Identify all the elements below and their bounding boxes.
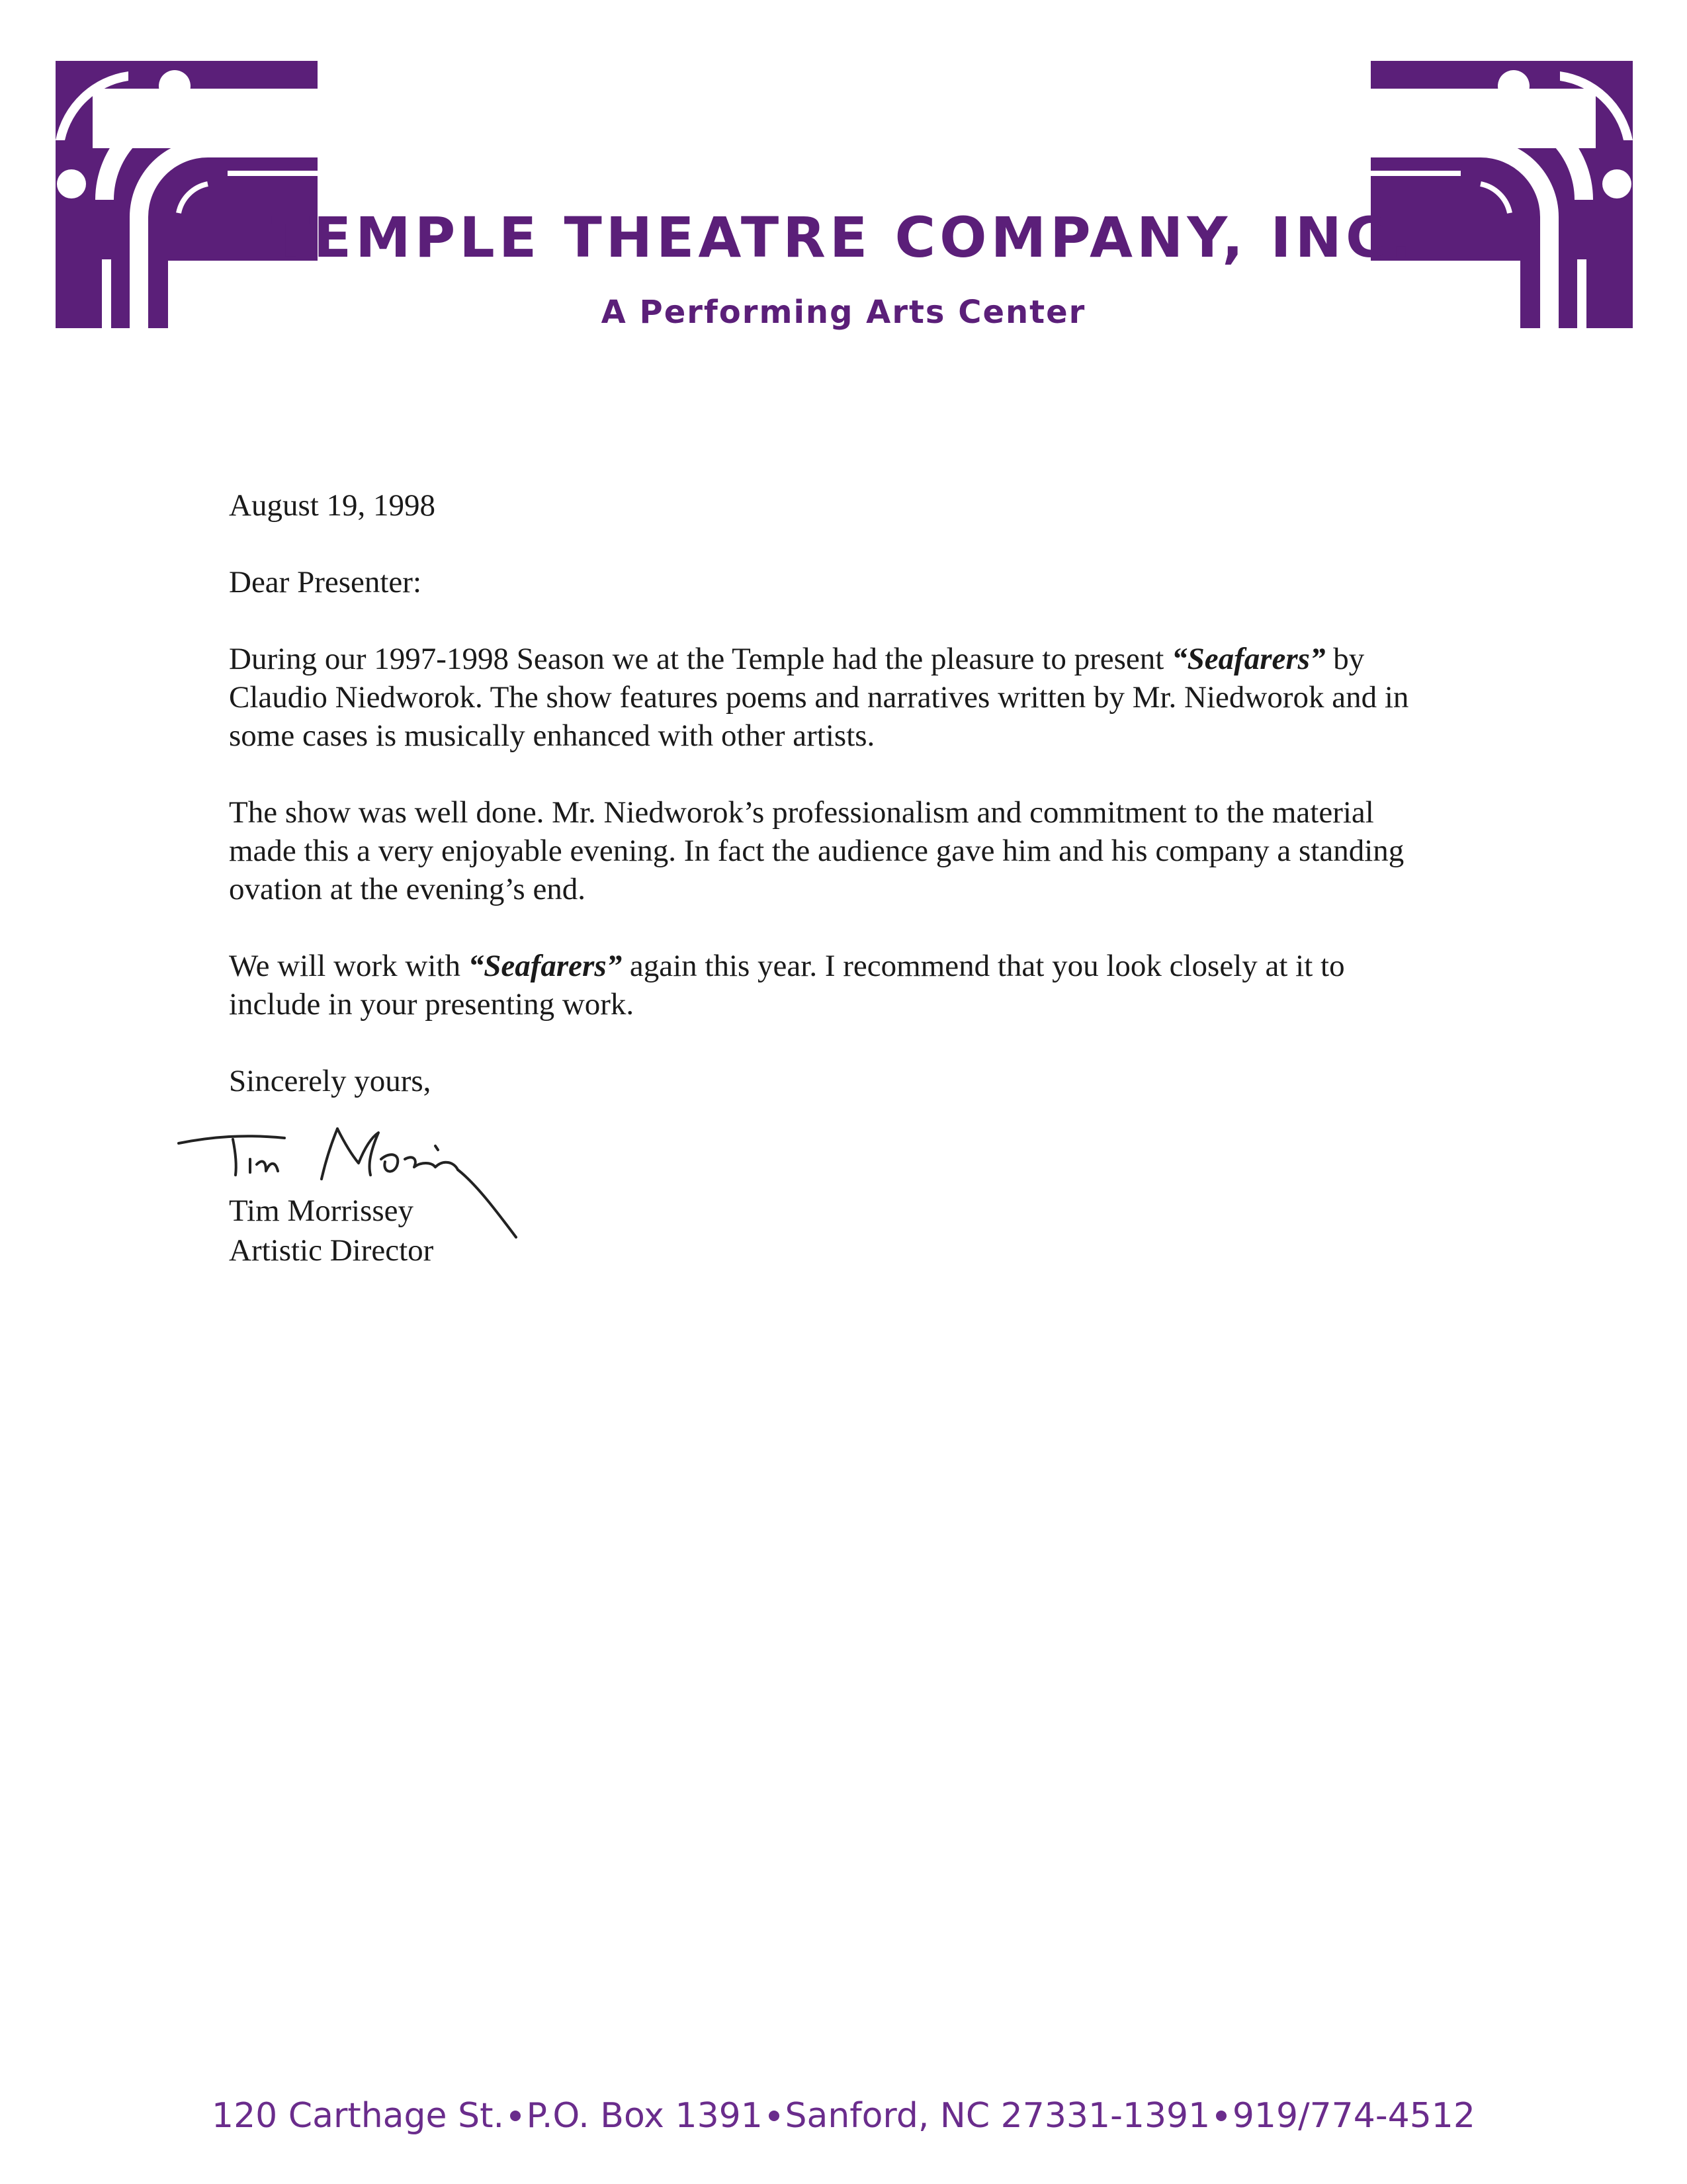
letter-date: August 19, 1998	[229, 488, 436, 523]
signer-title: Artistic Director	[229, 1233, 434, 1268]
paragraph-2: The show was well done. Mr. Niedworok’s professionalism and commitment to the material made this a very enjoyable evening. In fact the audience gave him and his company a standing ovation at the evening’s end.	[229, 795, 1405, 906]
art-deco-corner-ornament-icon	[56, 61, 318, 328]
bullet-dot-icon	[769, 2111, 779, 2121]
letterhead-footer	[212, 2096, 1475, 2136]
organization-name: TEMPLE THEATRE COMPANY, INC.	[271, 205, 1416, 270]
art-deco-corner-ornament-icon	[1371, 61, 1633, 328]
signer-name: Tim Morrissey	[229, 1194, 414, 1228]
letter-body	[229, 486, 1433, 1100]
signer-block	[229, 1191, 433, 1270]
show-title: “Seafarers”	[468, 949, 623, 983]
paragraph-3-before: We will work with	[229, 949, 468, 983]
show-title: “Seafarers”	[1172, 642, 1326, 676]
paragraph-3	[229, 947, 1433, 1024]
footer-phone: 919/774-4512	[1232, 2096, 1475, 2136]
paragraph-3-after: again this year. I recommend that you look closely at it to include in your presenting work.	[229, 949, 1345, 1022]
footer-po-box: P.O. Box 1391	[526, 2096, 763, 2136]
paragraph-1-after: by Claudio Niedworok. The show features poems and narratives written by Mr. Niedworok and in some cases is musically enhanced with other artists.	[229, 642, 1409, 753]
organization-tagline: A Performing Arts Center	[601, 294, 1086, 331]
closing: Sincerely yours,	[229, 1064, 431, 1098]
footer-city: Sanford, NC 27331-1391	[785, 2096, 1211, 2136]
salutation: Dear Presenter:	[229, 565, 421, 599]
footer-address: 120 Carthage St.	[212, 2096, 504, 2136]
paragraph-1-before: During our 1997-1998 Season we at the Temple had the pleasure to present	[229, 642, 1172, 676]
bullet-dot-icon	[1216, 2111, 1227, 2121]
paragraph-1	[229, 640, 1433, 755]
bullet-dot-icon	[510, 2111, 521, 2121]
